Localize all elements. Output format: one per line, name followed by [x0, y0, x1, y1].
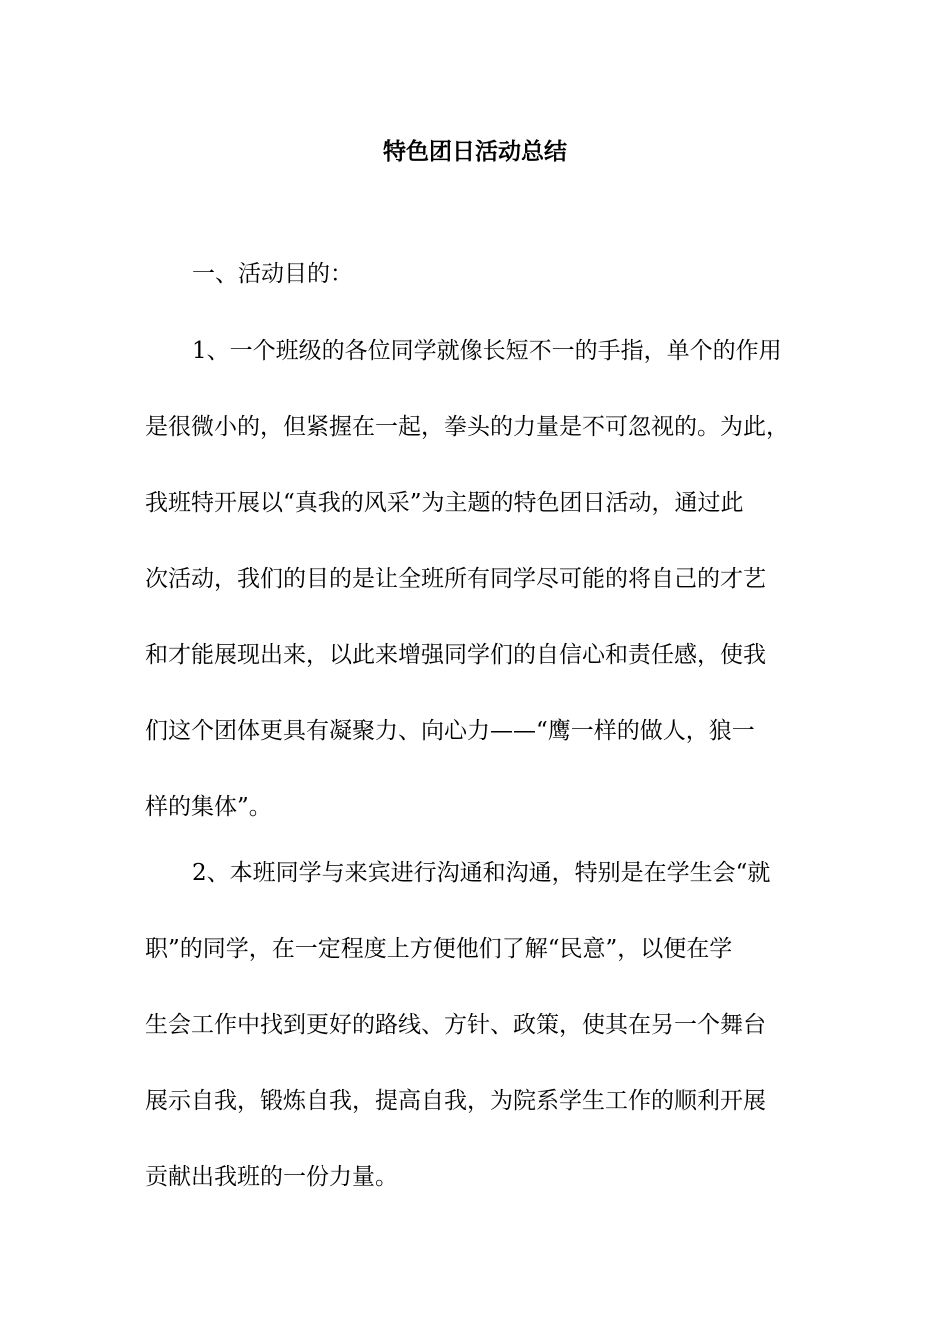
page-title: 特色团日活动总结	[383, 139, 567, 165]
paragraph-line: 1、一个班级的各位同学就像长短不一的手指，单个的作用	[192, 338, 782, 364]
paragraph-line: 职”的同学，在一定程度上方便他们了解“民意”，以便在学	[145, 936, 733, 962]
section-heading: 一、活动目的：	[192, 261, 353, 287]
paragraph-line: 贡献出我班的一份力量。	[145, 1164, 398, 1190]
paragraph-line: 我班特开展以“真我的风采”为主题的特色团日活动，通过此	[145, 490, 744, 516]
paragraph-line: 们这个团体更具有凝聚力、向心力——“鹰一样的做人，狼一	[145, 718, 755, 744]
paragraph-line: 展示自我，锻炼自我，提高自我，为院系学生工作的顺利开展	[145, 1088, 766, 1114]
paragraph-line: 和才能展现出来，以此来增强同学们的自信心和责任感，使我	[145, 642, 766, 668]
paragraph-line: 是很微小的，但紧握在一起，拳头的力量是不可忽视的。为此，	[145, 414, 789, 440]
paragraph-line: 次活动，我们的目的是让全班所有同学尽可能的将自己的才艺	[145, 566, 766, 592]
paragraph-line: 2、本班同学与来宾进行沟通和沟通，特别是在学生会“就	[192, 860, 771, 886]
paragraph-line: 样的集体”。	[145, 794, 272, 820]
paragraph-line: 生会工作中找到更好的路线、方针、政策，使其在另一个舞台	[145, 1012, 766, 1038]
